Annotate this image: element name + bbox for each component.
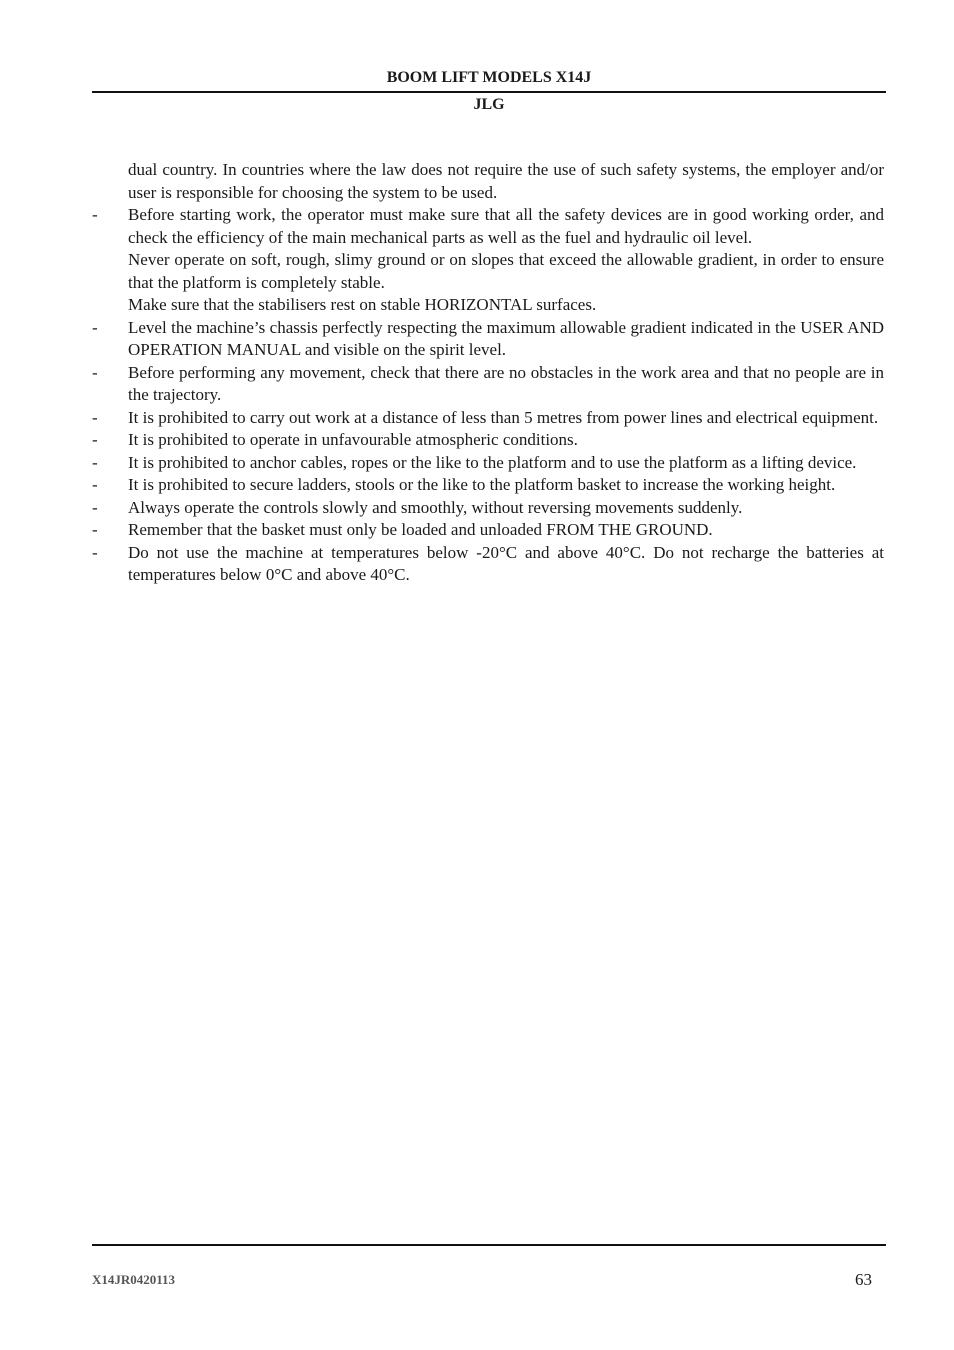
paragraph-text: Make sure that the stabilisers rest on stable HORIZONTAL surfaces. [128,295,597,314]
header-rule [92,91,886,93]
paragraph-text: Before performing any movement, check that there are no obstacles in the work area and that no people are in the trajectory. [128,362,884,404]
bullet-dash: - [92,205,98,224]
bullet-dash: - [92,430,98,449]
list-item [92,474,884,497]
document-code: X14JR0420113 [92,1272,176,1287]
list-item [92,407,884,430]
list-item [92,429,884,452]
footer-rule [92,1244,886,1246]
paragraph-text: It is prohibited to carry out work at a distance of less than 5 metres from power lines and electrical equipment. [128,407,879,427]
bullet-dash: - [92,497,98,517]
paragraph-text: It is prohibited to operate in unfavourable atmospheric conditions. [128,430,578,449]
paragraph-text: Remember that the basket must only be loaded and unloaded FROM THE GROUND. [128,520,713,539]
list-item [92,519,884,542]
bullet-dash: - [92,452,98,472]
paragraph-text: Level the machine’s chassis perfectly respecting the maximum allowable gradient indicated in the USER AND OPERATION MANUAL and visible on the spirit level. [128,317,884,359]
paragraph-text: It is prohibited to secure ladders, stools or the like to the platform basket to increase the working height. [128,475,836,494]
list-item [92,362,884,407]
bullet-dash: - [92,362,98,382]
continuation-paragraph [92,159,884,204]
paragraph-text: Do not use the machine at temperatures below -20°C and above 40°C. Do not recharge the batteries at temperatures below 0°C and above 40°C. [128,542,884,584]
paragraph-text: Never operate on soft, rough, slimy ground or on slopes that exceed the allowable gradient, in order to ensure that the platform is completely stable. [128,250,884,292]
list-item [92,317,884,362]
list-item [92,452,884,475]
paragraph-text: Before starting work, the operator must make sure that all the safety devices are in good working order, and check the efficiency of the main mechanical parts as well as the fuel and hydraulic oil level. [128,205,884,247]
bullet-dash: - [92,317,98,337]
paragraph-text: Always operate the controls slowly and smoothly, without reversing movements suddenly. [128,497,743,517]
list-item [92,204,884,317]
bullet-dash: - [92,542,98,562]
paragraph-text: It is prohibited to anchor cables, ropes or the like to the platform and to use the platform as a lifting device. [128,452,857,472]
header-brand: JLG [473,96,505,113]
header-title: BOOM LIFT MODELS X14J [386,69,592,86]
bullet-dash: - [92,407,98,427]
page-content [92,159,884,587]
bullet-dash: - [92,475,98,494]
list-item [92,542,884,587]
list-item [92,497,884,520]
bullet-dash: - [92,520,98,539]
paragraph-text: dual country. In countries where the law does not require the use of such safety systems, the employer and/or user is responsible for choosing the system to be used. [128,160,884,202]
page-number: 63 [855,1270,872,1289]
